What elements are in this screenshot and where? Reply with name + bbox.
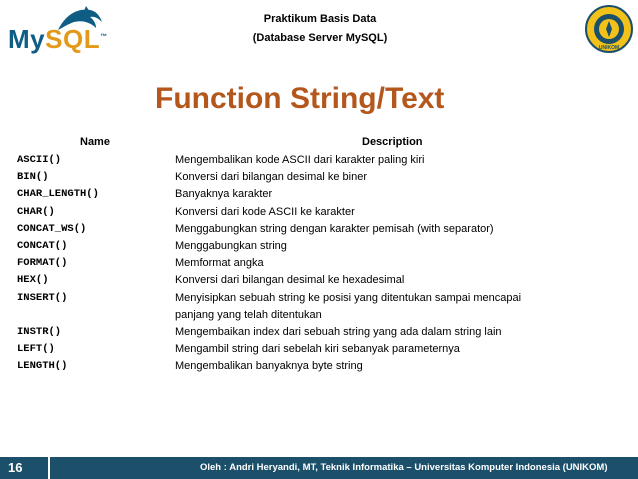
slide-header xyxy=(200,10,440,48)
function-name: CONCAT() xyxy=(17,240,68,253)
function-name: FORMAT() xyxy=(17,257,68,270)
function-description: Mengambil string dari sebelah kiri sebanyak parameternya xyxy=(175,343,460,356)
mysql-logo xyxy=(4,4,108,54)
column-header-description: Description xyxy=(362,136,423,148)
table-row xyxy=(0,255,638,272)
slide-title: Function String/Text xyxy=(155,82,445,115)
function-description: Konversi dari bilangan desimal ke hexadesimal xyxy=(175,274,405,287)
function-description: Mengembalikan kode ASCII dari karakter paling kiri xyxy=(175,154,425,166)
function-name: LENGTH() xyxy=(17,360,68,373)
function-description: Mengembalikan banyaknya byte string xyxy=(175,360,363,373)
column-header-name: Name xyxy=(80,136,110,148)
function-description: Menggabungkan string xyxy=(175,240,287,253)
table-row xyxy=(0,169,638,186)
table-row xyxy=(0,221,638,238)
table-row xyxy=(0,324,638,341)
header-line-1: Praktikum Basis Data xyxy=(263,13,377,25)
function-name: ASCII() xyxy=(17,154,62,166)
function-name: INSERT() xyxy=(17,291,68,304)
unikom-seal-icon xyxy=(584,4,634,54)
function-name: LEFT() xyxy=(17,343,55,356)
table-row xyxy=(0,290,638,307)
function-description: Memformat angka xyxy=(175,257,264,270)
table-row xyxy=(0,238,638,255)
function-name: HEX() xyxy=(17,274,49,287)
function-description: Konversi dari bilangan desimal ke biner xyxy=(175,171,367,184)
function-name: BIN() xyxy=(17,171,49,184)
mysql-wordmark xyxy=(8,24,108,55)
function-name: CONCAT_WS() xyxy=(17,222,87,235)
logo-sql: SQL xyxy=(45,24,101,54)
table-row xyxy=(0,341,638,358)
table-row xyxy=(0,358,638,375)
page-number: 16 xyxy=(8,460,23,475)
seal-text: UNIKOM xyxy=(598,45,620,51)
function-description: Menggabungkan string dengan karakter pemisah (with separator) xyxy=(175,222,494,235)
logo-my: My xyxy=(8,24,46,54)
function-description: Menyisipkan sebuah string ke posisi yang ditentukan sampai mencapai xyxy=(175,291,522,304)
function-name: CHAR() xyxy=(17,205,55,218)
function-description: Mengembaikan index dari sebuah string yang ada dalam string lain xyxy=(175,326,502,339)
table-row-continuation xyxy=(0,307,638,324)
header-line-2: (Database Server MySQL) xyxy=(252,32,388,44)
function-name: INSTR() xyxy=(17,326,62,339)
table-row xyxy=(0,272,638,289)
function-name: CHAR_LENGTH() xyxy=(17,188,99,201)
function-description: Konversi dari kode ASCII ke karakter xyxy=(175,205,355,218)
slide-footer xyxy=(0,457,638,479)
logo-trademark: ™ xyxy=(100,33,108,41)
table-row xyxy=(0,152,638,169)
function-table xyxy=(0,152,638,376)
footer-credit: Oleh : Andri Heryandi, MT, Teknik Informatika – Universitas Komputer Indonesia (UNIKOM) xyxy=(200,462,608,473)
function-description-continuation: panjang yang telah ditentukan xyxy=(175,308,322,321)
footer-divider xyxy=(48,457,50,479)
table-row xyxy=(0,204,638,221)
table-row xyxy=(0,186,638,203)
function-description: Banyaknya karakter xyxy=(175,188,273,201)
function-name-empty xyxy=(0,307,175,324)
